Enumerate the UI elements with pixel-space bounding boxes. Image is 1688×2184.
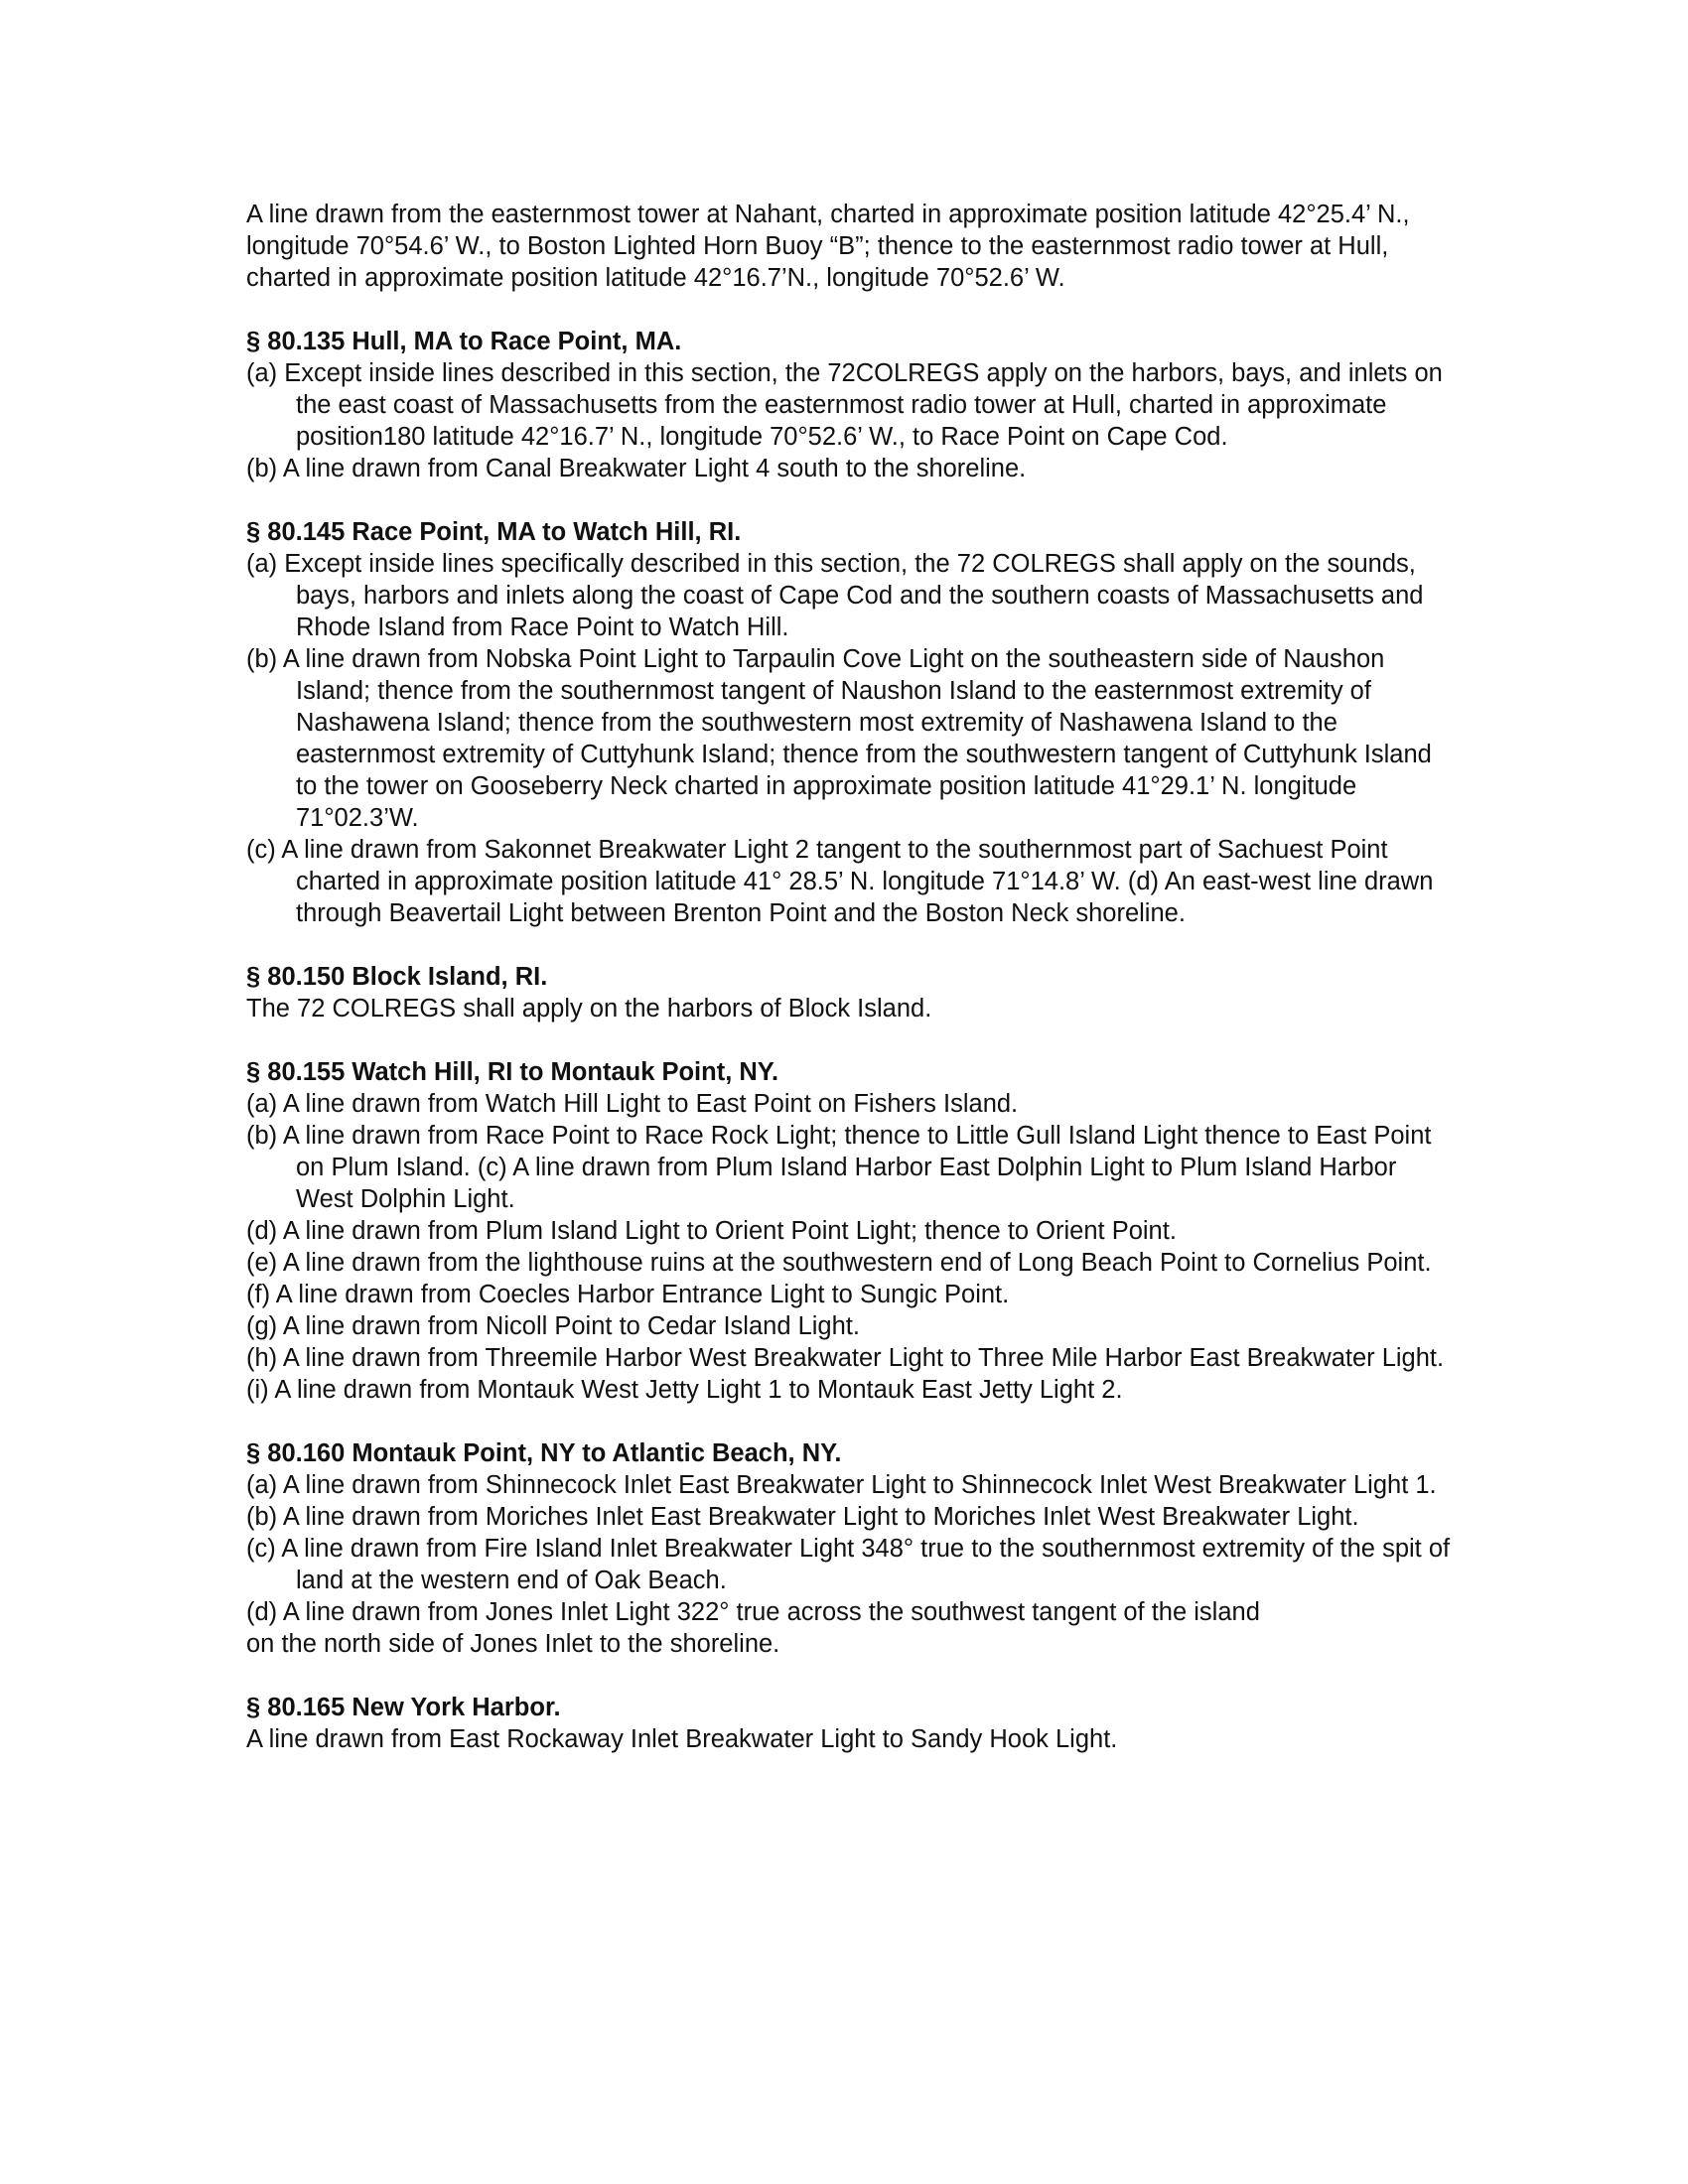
list-item: (b) A line drawn from Race Point to Race Rock Light; thence to Little Gull Island Light thence to East Point on Plum Island. (c) A line drawn from Plum Island Harbor East Dolphin Light to Plum Island Harbor West Dolphin Light.	[246, 1122, 1432, 1213]
list-item-d-line-1: (d) A line drawn from Jones Inlet Light 322° true across the southwest tangent of the island	[246, 1598, 1260, 1626]
list-item: (a) A line drawn from Watch Hill Light to East Point on Fishers Island.	[246, 1090, 1019, 1118]
list-item: (a) A line drawn from Shinnecock Inlet East Breakwater Light to Shinnecock Inlet West Breakwater Light 1.	[246, 1471, 1437, 1499]
section-80-145	[246, 516, 1458, 929]
list-item: (b) A line drawn from Nobska Point Light to Tarpaulin Cove Light on the southeastern side of Naushon Island; thence from the southernmost tangent of Naushon Island to the easternmost extremity of Nashawena Island; thence from the southwestern most extremity of Nashawena Island to the easternmost extremity of Cuttyhunk Island; thence from the southwestern tangent of Cuttyhunk Island to the tower on Gooseberry Neck charted in approximate position latitude 41°29.1’ N. longitude 71°02.3’W.	[246, 645, 1432, 832]
section-80-165	[246, 1692, 1458, 1755]
section-heading: § 80.150 Block Island, RI.	[246, 963, 548, 991]
list-item: (i) A line drawn from Montauk West Jetty Light 1 to Montauk East Jetty Light 2.	[246, 1376, 1123, 1404]
list-item: (b) A line drawn from Moriches Inlet East Breakwater Light to Moriches Inlet West Breakwater Light.	[246, 1503, 1359, 1531]
section-text: A line drawn from East Rockaway Inlet Breakwater Light to Sandy Hook Light.	[246, 1725, 1118, 1753]
list-item: (b) A line drawn from Canal Breakwater Light 4 south to the shoreline.	[246, 455, 1027, 482]
section-80-150	[246, 961, 1458, 1024]
list-item-d-line-2: on the north side of Jones Inlet to the shoreline.	[246, 1630, 780, 1658]
list-item: (g) A line drawn from Nicoll Point to Cedar Island Light.	[246, 1312, 860, 1340]
list-item: (c) A line drawn from Fire Island Inlet Breakwater Light 348° true to the southernmost extremity of the spit of land at the western end of Oak Beach.	[246, 1535, 1451, 1594]
section-80-160	[246, 1437, 1458, 1660]
section-80-155	[246, 1056, 1458, 1406]
section-80-135	[246, 326, 1458, 484]
intro-paragraph: A line drawn from the easternmost tower at Nahant, charted in approximate position latitude 42°25.4’ N., longitude 70°54.6’ W., to Boston Lighted Horn Buoy “B”; thence to the easternmost radio tower at Hull, charted in approximate position latitude 42°16.7’N., longitude 70°52.6’ W.	[246, 201, 1410, 292]
list-item: (c) A line drawn from Sakonnet Breakwater Light 2 tangent to the southernmost part of Sachuest Point charted in approximate position latitude 41° 28.5’ N. longitude 71°14.8’ W. (d) An east-west line drawn through Beavertail Light between Brenton Point and the Boston Neck shoreline.	[246, 836, 1434, 927]
section-heading: § 80.160 Montauk Point, NY to Atlantic Beach, NY.	[246, 1439, 842, 1467]
section-heading: § 80.155 Watch Hill, RI to Montauk Point, NY.	[246, 1058, 779, 1086]
list-item: (d) A line drawn from Plum Island Light to Orient Point Light; thence to Orient Point.	[246, 1217, 1177, 1245]
document-page	[246, 199, 1458, 1755]
list-item: (a) Except inside lines described in this section, the 72COLREGS apply on the harbors, bays, and inlets on the east coast of Massachusetts from the easternmost radio tower at Hull, charted in approximate position180 latitude 42°16.7’ N., longitude 70°52.6’ W., to Race Point on Cape Cod.	[246, 359, 1443, 451]
list-item: (f) A line drawn from Coecles Harbor Entrance Light to Sungic Point.	[246, 1281, 1010, 1308]
section-heading: § 80.135 Hull, MA to Race Point, MA.	[246, 328, 682, 355]
section-heading: § 80.145 Race Point, MA to Watch Hill, RI.	[246, 518, 742, 546]
section-heading: § 80.165 New York Harbor.	[246, 1694, 561, 1721]
list-item: (a) Except inside lines specifically described in this section, the 72 COLREGS shall apply on the sounds, bays, harbors and inlets along the coast of Cape Cod and the southern coasts of Massachusetts and Rhode Island from Race Point to Watch Hill.	[246, 550, 1424, 641]
list-item: (e) A line drawn from the lighthouse ruins at the southwestern end of Long Beach Point to Cornelius Point.	[246, 1249, 1432, 1277]
section-text: The 72 COLREGS shall apply on the harbors of Block Island.	[246, 995, 932, 1023]
list-item: (h) A line drawn from Threemile Harbor West Breakwater Light to Three Mile Harbor East Breakwater Light.	[246, 1344, 1445, 1372]
